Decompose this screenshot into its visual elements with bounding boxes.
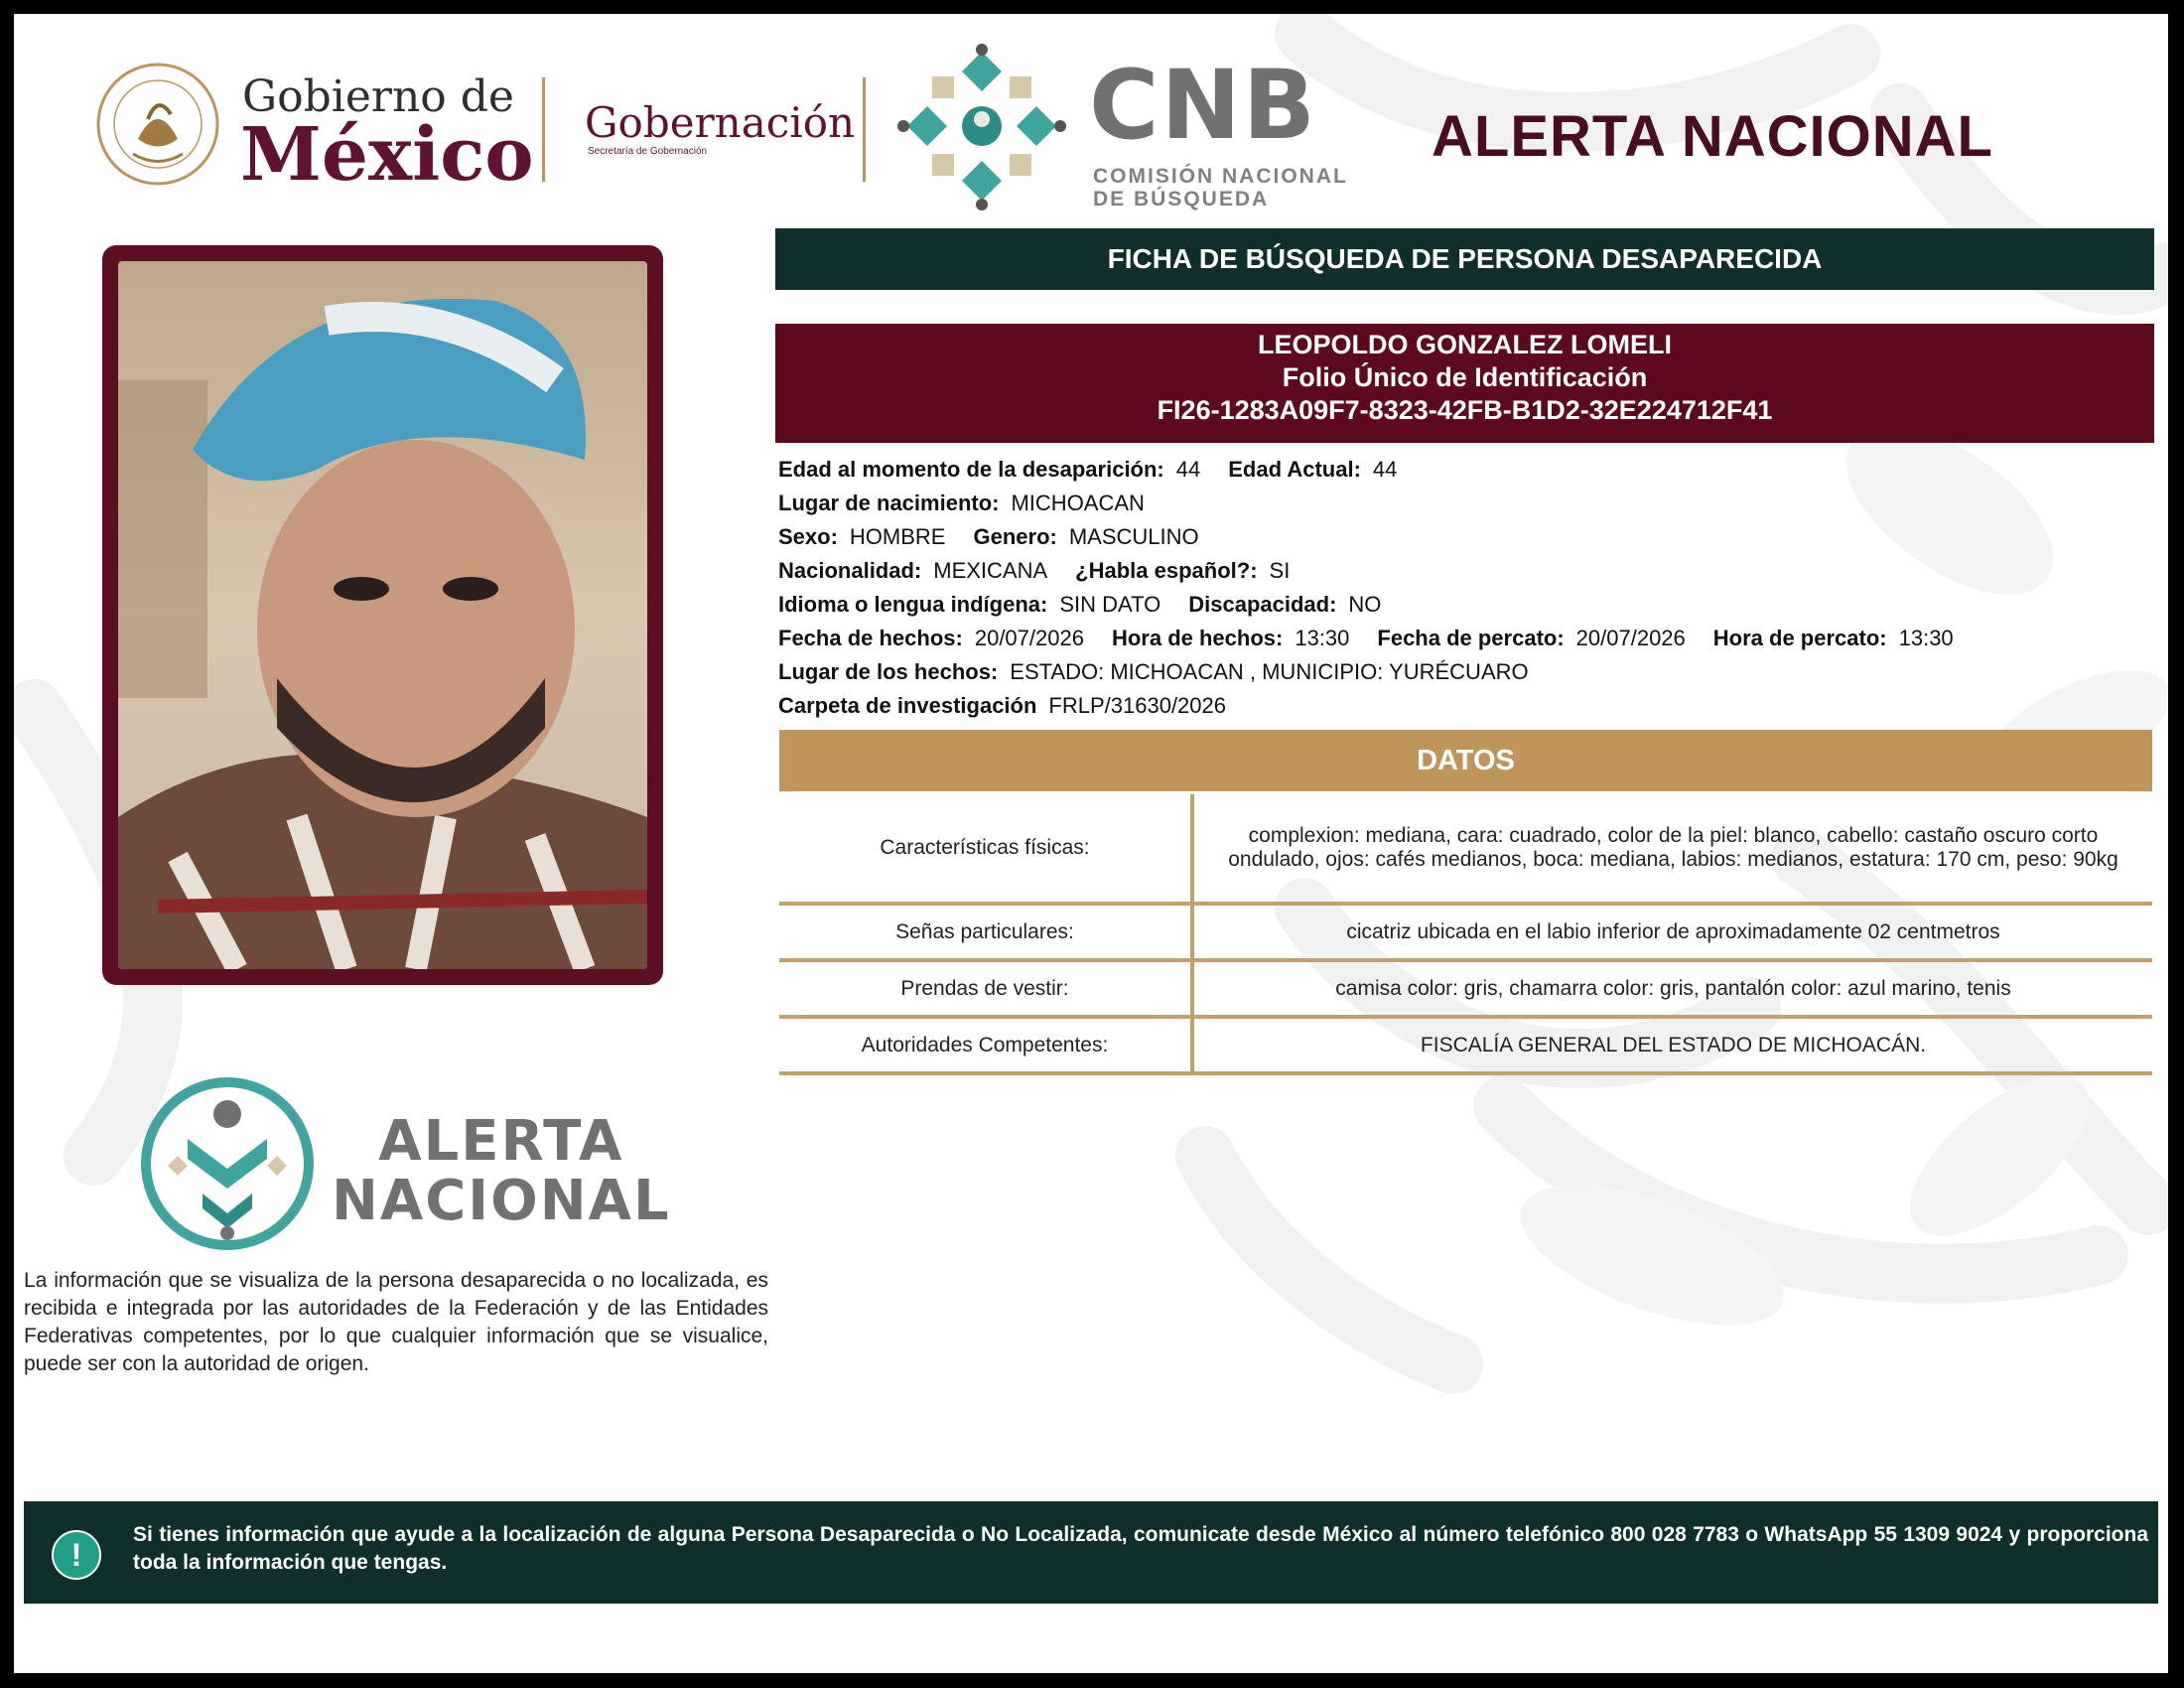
info-row-lugar-hechos [778, 655, 2148, 689]
fecha-percato-value: 20/07/2026 [1575, 626, 1686, 650]
hora-hechos-value: 13:30 [1295, 626, 1350, 650]
row-label: Características físicas: [779, 794, 1192, 904]
cnb-sub2: DE BÚSQUEDA [1093, 188, 1270, 211]
person-header [775, 324, 2154, 443]
cnb-emblem-icon [897, 42, 1066, 211]
alert-poster [14, 14, 2168, 1673]
table-row [779, 904, 2152, 960]
nacionalidad-label: Nacionalidad: [778, 558, 922, 583]
hora-percato-label: Hora de percato: [1712, 626, 1887, 650]
carpeta-value: FRLP/31630/2026 [1048, 693, 1226, 718]
ficha-title: FICHA DE BÚSQUEDA DE PERSONA DESAPARECIDA [775, 228, 2154, 290]
alerta-nacional-logo [332, 1109, 671, 1233]
hora-hechos-label: Hora de hechos: [1111, 626, 1284, 650]
folio-value: FI26-1283A09F7-8323-42FB-B1D2-32E224712F41 [1157, 395, 1773, 425]
lugar-nacimiento-value: MICHOACAN [1011, 491, 1145, 515]
genero-value: MASCULINO [1068, 524, 1199, 549]
idioma-label: Idioma o lengua indígena: [778, 592, 1048, 617]
alerta-logo-line2: NACIONAL [332, 1169, 671, 1233]
info-row-nacionalidad [778, 554, 2148, 588]
edad-desaparicion-label: Edad al momento de la desaparición: [778, 457, 1164, 482]
nacionalidad-value: MEXICANA [933, 558, 1048, 583]
fecha-hechos-value: 20/07/2026 [974, 626, 1084, 650]
info-row-nacimiento [778, 487, 2148, 520]
fecha-hechos-label: Fecha de hechos: [778, 626, 963, 650]
person-name: LEOPOLDO GONZALEZ LOMELI [1258, 330, 1672, 359]
gobernacion-logo: Gobernación [585, 98, 856, 147]
genero-label: Genero: [973, 524, 1057, 549]
cnb-subtitle [1093, 165, 1348, 211]
discapacidad-label: Discapacidad: [1188, 592, 1337, 617]
idioma-value: SIN DATO [1059, 592, 1161, 617]
row-value: complexion: mediana, cara: cuadrado, color de la piel: blanco, cabello: castaño oscuro corto ondulado, ojos: cafés medianos, boca: mediana, labios: medianos, estatura: 170 cm, peso: 90kg [1192, 794, 2152, 904]
datos-table [779, 794, 2152, 1075]
alerta-nacional-emblem-icon [138, 1074, 317, 1253]
row-label: Autoridades Competentes: [779, 1017, 1192, 1073]
gobierno-line1: Gobierno de [242, 71, 514, 122]
carpeta-label: Carpeta de investigación [778, 693, 1037, 718]
divider [863, 77, 866, 182]
hora-percato-value: 13:30 [1898, 626, 1954, 650]
edad-actual-value: 44 [1372, 457, 1398, 482]
fecha-percato-label: Fecha de percato: [1377, 626, 1565, 650]
row-value: FISCALÍA GENERAL DEL ESTADO DE MICHOACÁN. [1192, 1017, 2152, 1073]
person-photo [118, 261, 647, 969]
habla-label: ¿Habla español?: [1075, 558, 1258, 583]
habla-value: SI [1269, 558, 1291, 583]
row-label: Señas particulares: [779, 904, 1192, 960]
row-label: Prendas de vestir: [779, 960, 1192, 1017]
lugar-nacimiento-label: Lugar de nacimiento: [778, 491, 1000, 515]
contact-text: Si tienes información que ayude a la localización de alguna Persona Desaparecida o No Localizada, comunicate desde México al número telefónico 800 028 7783 o WhatsApp 55 1309 9024 y proporciona toda la información que tengas. [133, 1523, 2148, 1574]
alerta-logo-line1: ALERTA [378, 1109, 624, 1174]
datos-title: DATOS [779, 730, 2152, 791]
row-value: camisa color: gris, chamarra color: gris, pantalón color: azul marino, tenis [1192, 960, 2152, 1017]
info-row-sexo [778, 520, 2148, 554]
edad-actual-label: Edad Actual: [1228, 457, 1361, 482]
row-value: cicatriz ubicada en el labio inferior de aproximadamente 02 centmetros [1192, 904, 2152, 960]
folio-label: Folio Único de Identificación [1282, 362, 1648, 392]
alert-exclamation-icon: ! [52, 1530, 101, 1580]
discapacidad-value: NO [1348, 592, 1382, 617]
info-row-carpeta [778, 689, 2148, 723]
sexo-label: Sexo: [778, 524, 838, 549]
cnb-sub1: COMISIÓN NACIONAL [1093, 165, 1348, 188]
table-row [779, 960, 2152, 1017]
info-row-edad [778, 453, 2148, 487]
page-title: ALERTA NACIONAL [1432, 104, 1993, 169]
gobierno-line2: México [240, 112, 534, 198]
disclaimer: La información que se visualiza de la persona desaparecida o no localizada, es recibida e integrada por las autoridades de la Federación y de las Entidades Federativas competentes, por lo que cualquier información que se visualice, puede ser con la autoridad de origen. [24, 1269, 768, 1375]
info-row-idioma [778, 588, 2148, 622]
lugar-hechos-label: Lugar de los hechos: [778, 659, 999, 684]
table-row [779, 1017, 2152, 1073]
edad-desaparicion-value: 44 [1175, 457, 1201, 482]
gobernacion-sub: Secretaría de Gobernación [588, 146, 708, 157]
mexico-seal-icon [93, 60, 222, 189]
sexo-value: HOMBRE [849, 524, 946, 549]
cnb-logo: CNB [1089, 50, 1317, 161]
lugar-hechos-value: ESTADO: MICHOACAN , MUNICIPIO: YURÉCUARO [1010, 659, 1529, 684]
table-row [779, 794, 2152, 904]
divider [542, 77, 545, 182]
info-row-fechas [778, 622, 2148, 655]
